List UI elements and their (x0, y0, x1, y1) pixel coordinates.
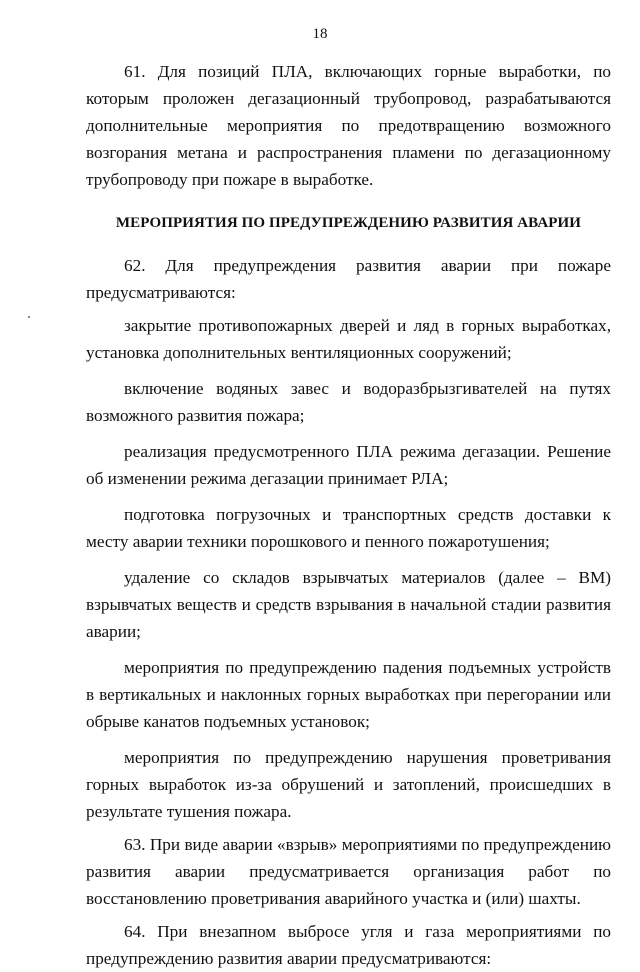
paragraph-61: 61. Для позиций ПЛА, включающих горные выработки, по которым проложен дегазационный трубопровод, разрабатываются дополнительные мероприятия по предотвращению возможного возгорания метана и распространения пламени по дегазационному трубопроводу при пожаре в выработке. (86, 62, 611, 189)
section-heading: МЕРОПРИЯТИЯ ПО ПРЕДУПРЕЖДЕНИЮ РАЗВИТИЯ АВАРИИ (115, 215, 582, 231)
document-body (86, 58, 611, 972)
list-item-extinguishing-transport: подготовка погрузочных и транспортных средств доставки к месту аварии техники порошкового и пенного пожаротушения; (86, 505, 611, 551)
page-number: 18 (312, 26, 328, 42)
paragraph-63: 63. При виде аварии «взрыв» мероприятиями по предупреждению развития аварии предусматривается организация работ по восстановлению проветривания аварийного участка и (или) шахты. (86, 835, 611, 908)
list-item-degassing-mode: реализация предусмотренного ПЛА режима дегазации. Решение об изменении режима дегазации принимает РЛА; (86, 442, 611, 488)
list-item-doors: закрытие противопожарных дверей и ляд в горных выработках, установка дополнительных вентиляционных сооружений; (86, 316, 611, 362)
list-item-hoist-protection: мероприятия по предупреждению падения подъемных устройств в вертикальных и наклонных горных выработках при перегорании или обрыве канатов подъемных установок; (86, 658, 611, 731)
list-item-explosives-removal: удаление со складов взрывчатых материалов (далее – ВМ) взрывчатых веществ и средств взрывания в начальной стадии развития аварии; (86, 568, 611, 641)
paragraph-62: 62. Для предупреждения развития аварии при пожаре предусматриваются: (86, 256, 611, 302)
list-item-ventilation-protection: мероприятия по предупреждению нарушения проветривания горных выработок из-за обрушений и затоплений, происшедших в результате тушения пожара. (86, 748, 611, 821)
list-item-water-curtains: включение водяных завес и водоразбрызгивателей на путях возможного развития пожара; (86, 379, 611, 425)
margin-scan-mark (28, 316, 30, 318)
paragraph-64: 64. При внезапном выбросе угля и газа мероприятиями по предупреждению развития аварии предусматриваются: (86, 922, 611, 968)
